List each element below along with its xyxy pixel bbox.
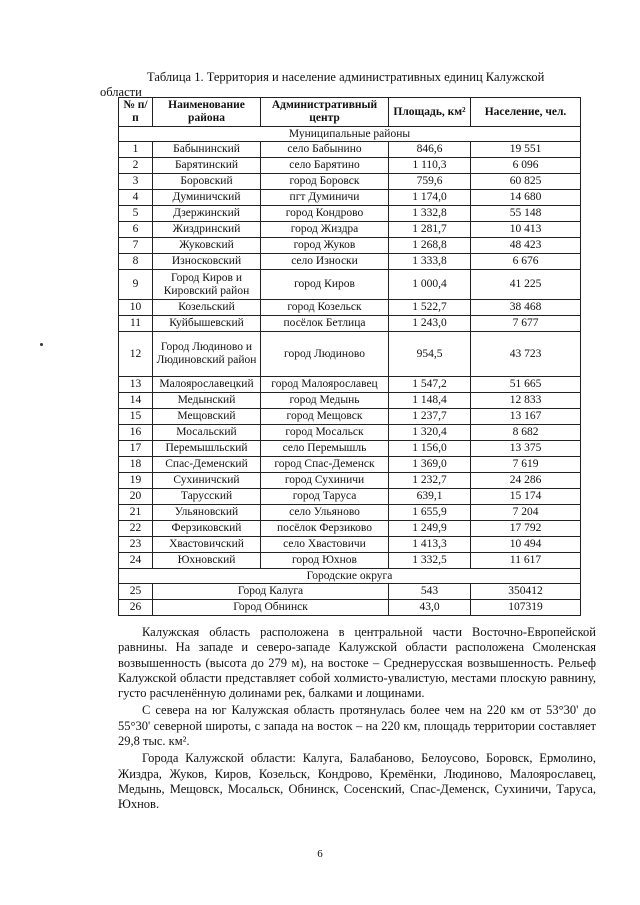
- admin-center: город Киров: [261, 270, 389, 300]
- header-number: № п/п: [119, 98, 153, 127]
- population-value: 107319: [471, 600, 581, 616]
- population-value: 43 723: [471, 332, 581, 377]
- population-value: 7 204: [471, 505, 581, 521]
- header-district: Наименование района: [153, 98, 261, 127]
- district-name: Ульяновский: [153, 505, 261, 521]
- section-label: Городские округа: [119, 569, 581, 584]
- admin-center: город Сухиничи: [261, 473, 389, 489]
- area-value: 1 332,5: [389, 553, 471, 569]
- district-name: Мещовский: [153, 409, 261, 425]
- table-row: [119, 158, 581, 174]
- admin-center: город Таруса: [261, 489, 389, 505]
- row-number: 26: [119, 600, 153, 616]
- table-row: [119, 206, 581, 222]
- population-value: 10 494: [471, 537, 581, 553]
- row-number: 11: [119, 316, 153, 332]
- row-number: 6: [119, 222, 153, 238]
- area-value: 43,0: [389, 600, 471, 616]
- admin-center: город Мещовск: [261, 409, 389, 425]
- district-name: Куйбышевский: [153, 316, 261, 332]
- row-number: 21: [119, 505, 153, 521]
- admin-center: город Козельск: [261, 300, 389, 316]
- area-value: 639,1: [389, 489, 471, 505]
- row-number: 17: [119, 441, 153, 457]
- district-name: Хвастовичский: [153, 537, 261, 553]
- population-value: 7 677: [471, 316, 581, 332]
- table-row: [119, 142, 581, 158]
- admin-center: город Мосальск: [261, 425, 389, 441]
- table-row: [119, 300, 581, 316]
- population-value: 350412: [471, 584, 581, 600]
- population-value: 12 833: [471, 393, 581, 409]
- area-value: 1 655,9: [389, 505, 471, 521]
- area-value: 1 547,2: [389, 377, 471, 393]
- urban-district-name: Город Калуга: [153, 584, 389, 600]
- table-row: [119, 377, 581, 393]
- page-number: 6: [317, 848, 323, 860]
- population-value: 48 423: [471, 238, 581, 254]
- area-value: 1 522,7: [389, 300, 471, 316]
- table-row: [119, 332, 581, 377]
- row-number: 12: [119, 332, 153, 377]
- district-name: Тарусский: [153, 489, 261, 505]
- population-value: 60 825: [471, 174, 581, 190]
- table-row: [119, 222, 581, 238]
- table-row: [119, 553, 581, 569]
- table-caption: Таблица 1. Территория и население административных единиц Калужской области: [100, 70, 545, 99]
- row-number: 19: [119, 473, 153, 489]
- population-value: 55 148: [471, 206, 581, 222]
- territory-population-table: [118, 97, 581, 616]
- table-header-row: [119, 98, 581, 127]
- row-number: 14: [119, 393, 153, 409]
- population-value: 19 551: [471, 142, 581, 158]
- table-row: [119, 489, 581, 505]
- population-value: 15 174: [471, 489, 581, 505]
- area-value: 1 243,0: [389, 316, 471, 332]
- admin-center: город Боровск: [261, 174, 389, 190]
- table-row: [119, 190, 581, 206]
- district-name: Барятинский: [153, 158, 261, 174]
- area-value: 1 320,4: [389, 425, 471, 441]
- header-center: Административный центр: [261, 98, 389, 127]
- district-name: Сухиничский: [153, 473, 261, 489]
- row-number: 1: [119, 142, 153, 158]
- population-value: 38 468: [471, 300, 581, 316]
- area-value: 1 413,3: [389, 537, 471, 553]
- admin-center: город Людиново: [261, 332, 389, 377]
- district-name: Бабынинский: [153, 142, 261, 158]
- area-value: 543: [389, 584, 471, 600]
- population-value: 8 682: [471, 425, 581, 441]
- row-number: 16: [119, 425, 153, 441]
- area-value: 1 148,4: [389, 393, 471, 409]
- area-value: 1 156,0: [389, 441, 471, 457]
- table-row: [119, 441, 581, 457]
- admin-center: село Хвастовичи: [261, 537, 389, 553]
- district-name: Малоярославецкий: [153, 377, 261, 393]
- population-value: 14 680: [471, 190, 581, 206]
- area-value: 759,6: [389, 174, 471, 190]
- admin-center: город Малоярославец: [261, 377, 389, 393]
- area-value: 1 000,4: [389, 270, 471, 300]
- row-number: 4: [119, 190, 153, 206]
- area-value: 1 369,0: [389, 457, 471, 473]
- population-value: 13 375: [471, 441, 581, 457]
- district-name: Жуковский: [153, 238, 261, 254]
- admin-center: посёлок Бетлица: [261, 316, 389, 332]
- row-number: 5: [119, 206, 153, 222]
- district-name: Ферзиковский: [153, 521, 261, 537]
- table-row: [119, 505, 581, 521]
- population-value: 6 096: [471, 158, 581, 174]
- header-population: Население, чел.: [471, 98, 581, 127]
- table-row: [119, 238, 581, 254]
- population-value: 24 286: [471, 473, 581, 489]
- table-row: [119, 600, 581, 616]
- table-row: [119, 425, 581, 441]
- population-value: 51 665: [471, 377, 581, 393]
- row-number: 15: [119, 409, 153, 425]
- row-number: 8: [119, 254, 153, 270]
- district-name: Жиздринский: [153, 222, 261, 238]
- paragraph: С севера на юг Калужская область протянулась более чем на 220 км от 53°30' до 55°30' северной широты, с запада на восток – на 220 км, площадь территории составляет 29,8 тыс. км².: [118, 703, 596, 749]
- table-row: [119, 537, 581, 553]
- row-number: 24: [119, 553, 153, 569]
- area-value: 1 332,8: [389, 206, 471, 222]
- admin-center: посёлок Ферзиково: [261, 521, 389, 537]
- urban-district-name: Город Обнинск: [153, 600, 389, 616]
- area-value: 1 110,3: [389, 158, 471, 174]
- admin-center: село Перемышль: [261, 441, 389, 457]
- row-number: 23: [119, 537, 153, 553]
- table-section-row: [119, 127, 581, 142]
- admin-center: село Ульяново: [261, 505, 389, 521]
- table-row: [119, 270, 581, 300]
- row-number: 10: [119, 300, 153, 316]
- population-value: 41 225: [471, 270, 581, 300]
- table-row: [119, 393, 581, 409]
- row-number: 22: [119, 521, 153, 537]
- area-value: 1 249,9: [389, 521, 471, 537]
- area-value: 846,6: [389, 142, 471, 158]
- population-value: 10 413: [471, 222, 581, 238]
- district-name: Думиничский: [153, 190, 261, 206]
- population-value: 11 617: [471, 553, 581, 569]
- row-number: 18: [119, 457, 153, 473]
- row-number: 20: [119, 489, 153, 505]
- district-name: Медынский: [153, 393, 261, 409]
- area-value: 1 174,0: [389, 190, 471, 206]
- admin-center: город Медынь: [261, 393, 389, 409]
- population-value: 13 167: [471, 409, 581, 425]
- admin-center: город Юхнов: [261, 553, 389, 569]
- district-name: Город Киров и Кировский район: [153, 270, 261, 300]
- admin-center: пгт Думиничи: [261, 190, 389, 206]
- row-number: 3: [119, 174, 153, 190]
- admin-center: город Спас-Деменск: [261, 457, 389, 473]
- paragraph: Калужская область расположена в центральной части Восточно-Европейской равнины. На западе и северо-западе Калужской области расположена Смоленская возвышенность (высота до 279 м), на востоке – Среднерусская возвышенность. Рельеф Калужской области представляет собой холмисто-увалистую, местами плоскую равнину, густо расчленённую долинами рек, балками и лощинами.: [118, 625, 596, 701]
- admin-center: город Жиздра: [261, 222, 389, 238]
- table-row: [119, 457, 581, 473]
- table-row: [119, 316, 581, 332]
- table-row: [119, 409, 581, 425]
- area-value: 954,5: [389, 332, 471, 377]
- table-row: [119, 174, 581, 190]
- row-number: 2: [119, 158, 153, 174]
- table-row: [119, 521, 581, 537]
- area-value: 1 237,7: [389, 409, 471, 425]
- row-number: 7: [119, 238, 153, 254]
- row-number: 9: [119, 270, 153, 300]
- section-label: Муниципальные районы: [119, 127, 581, 142]
- table-section-row: [119, 569, 581, 584]
- district-name: Перемышльский: [153, 441, 261, 457]
- district-name: Износковский: [153, 254, 261, 270]
- admin-center: город Кондрово: [261, 206, 389, 222]
- admin-center: село Износки: [261, 254, 389, 270]
- header-area: Площадь, км²: [389, 98, 471, 127]
- area-value: 1 232,7: [389, 473, 471, 489]
- area-value: 1 281,7: [389, 222, 471, 238]
- population-value: 17 792: [471, 521, 581, 537]
- row-number: 13: [119, 377, 153, 393]
- table-row: [119, 584, 581, 600]
- body-text: [118, 625, 596, 815]
- admin-center: село Бабынино: [261, 142, 389, 158]
- area-value: 1 333,8: [389, 254, 471, 270]
- district-name: Дзержинский: [153, 206, 261, 222]
- district-name: Боровский: [153, 174, 261, 190]
- district-name: Козельский: [153, 300, 261, 316]
- paragraph: Города Калужской области: Калуга, Балабаново, Белоусово, Боровск, Ермолино, Жиздра, Жуков, Киров, Козельск, Кондрово, Кремёнки, Людиново, Малоярославец, Медынь, Мещовск, Мосальск, Обнинск, Сосенский, Спас-Деменск, Сухиничи, Таруса, Юхнов.: [118, 751, 596, 812]
- admin-center: село Барятино: [261, 158, 389, 174]
- population-value: 7 619: [471, 457, 581, 473]
- table-row: [119, 254, 581, 270]
- stray-mark: [40, 343, 43, 346]
- district-name: Спас-Деменский: [153, 457, 261, 473]
- district-name: Юхновский: [153, 553, 261, 569]
- district-name: Мосальский: [153, 425, 261, 441]
- admin-center: город Жуков: [261, 238, 389, 254]
- area-value: 1 268,8: [389, 238, 471, 254]
- population-value: 6 676: [471, 254, 581, 270]
- district-name: Город Людиново и Людиновский район: [153, 332, 261, 377]
- row-number: 25: [119, 584, 153, 600]
- table-row: [119, 473, 581, 489]
